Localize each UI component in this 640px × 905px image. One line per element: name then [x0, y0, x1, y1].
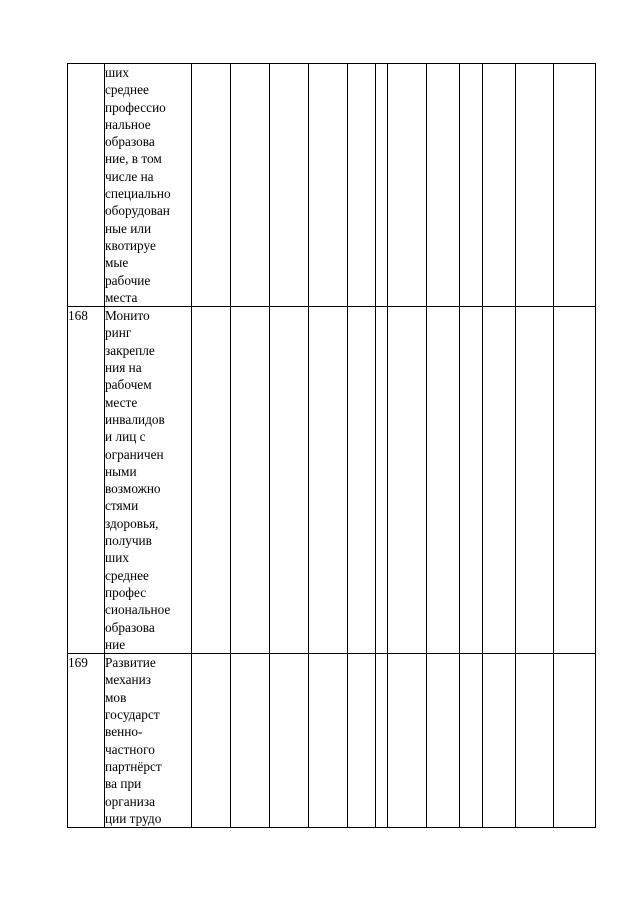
empty-cell [483, 307, 516, 654]
text-line: сиональное [105, 602, 171, 618]
program-table [67, 63, 596, 828]
empty-cell [427, 307, 460, 654]
empty-cell [460, 64, 483, 307]
text-line: и лиц с [105, 429, 146, 445]
empty-cell [270, 64, 309, 307]
empty-cell [348, 64, 376, 307]
empty-cell [388, 654, 427, 828]
text-line: инвалидов [105, 411, 165, 427]
empty-cell [554, 64, 596, 307]
text-line: Монито [105, 308, 150, 324]
empty-cell [516, 307, 554, 654]
empty-cell [460, 654, 483, 828]
text-line: специально [105, 186, 171, 202]
text-line: рабочие [105, 272, 151, 288]
empty-cell [309, 64, 348, 307]
empty-cell [483, 654, 516, 828]
text-line: партнёрст [105, 758, 162, 774]
text-line: ва при [105, 776, 142, 792]
row-description [105, 307, 192, 654]
row-number [68, 64, 105, 307]
empty-cell [231, 654, 270, 828]
text-line: ринг [105, 325, 132, 341]
empty-cell [376, 64, 388, 307]
text-line: ших [105, 65, 130, 80]
row-number: 168 [68, 307, 105, 654]
text-line: венно- [105, 724, 143, 740]
empty-cell [376, 307, 388, 654]
text-line: среднее [105, 567, 149, 583]
text-line: ших [105, 550, 130, 566]
text-line: ные или [105, 220, 152, 236]
empty-cell [309, 654, 348, 828]
text-line: числе на [105, 168, 154, 184]
text-line: ции трудо [105, 810, 162, 826]
text-line: оборудован [105, 203, 170, 219]
empty-cell [376, 654, 388, 828]
text-line: ограничен [105, 446, 164, 462]
text-line: места [105, 289, 138, 305]
text-line: профес [105, 584, 147, 600]
text-line: закрепле [105, 342, 155, 358]
text-line: образова [105, 619, 155, 635]
text-line: ния на [105, 360, 142, 376]
text-line: ными [105, 463, 137, 479]
text-line: возможно [105, 481, 161, 497]
empty-cell [192, 64, 231, 307]
text-line: механиз [105, 672, 152, 688]
empty-cell [516, 64, 554, 307]
text-line: организа [105, 793, 156, 809]
table-row [68, 64, 596, 307]
text-line: мов [105, 689, 127, 705]
text-line: профессио [105, 99, 166, 115]
empty-cell [192, 654, 231, 828]
text-line: частного [105, 741, 155, 757]
row-description [105, 654, 192, 828]
empty-cell [270, 307, 309, 654]
text-line: мые [105, 255, 129, 271]
text-line: ние, в том [105, 151, 162, 167]
empty-cell [483, 64, 516, 307]
text-line: получив [105, 533, 152, 549]
text-line: месте [105, 394, 138, 410]
text-line: стями [105, 498, 139, 514]
empty-cell [231, 307, 270, 654]
text-line: рабочем [105, 377, 152, 393]
empty-cell [460, 307, 483, 654]
empty-cell [388, 307, 427, 654]
empty-cell [348, 307, 376, 654]
table-row [68, 654, 596, 828]
text-line: здоровья, [105, 515, 159, 531]
row-number: 169 [68, 654, 105, 828]
text-line: квотируе [105, 237, 156, 253]
text-line: Развитие [105, 655, 156, 671]
text-line: образова [105, 134, 155, 150]
empty-cell [309, 307, 348, 654]
empty-cell [554, 654, 596, 828]
empty-cell [427, 64, 460, 307]
empty-cell [516, 654, 554, 828]
empty-cell [388, 64, 427, 307]
empty-cell [427, 654, 460, 828]
empty-cell [270, 654, 309, 828]
text-line: нальное [105, 116, 151, 132]
row-description [105, 64, 192, 307]
text-line: среднее [105, 82, 149, 98]
empty-cell [192, 307, 231, 654]
text-line: ние [105, 636, 126, 652]
empty-cell [231, 64, 270, 307]
empty-cell [348, 654, 376, 828]
table-row [68, 307, 596, 654]
text-line: государст [105, 707, 160, 723]
empty-cell [554, 307, 596, 654]
